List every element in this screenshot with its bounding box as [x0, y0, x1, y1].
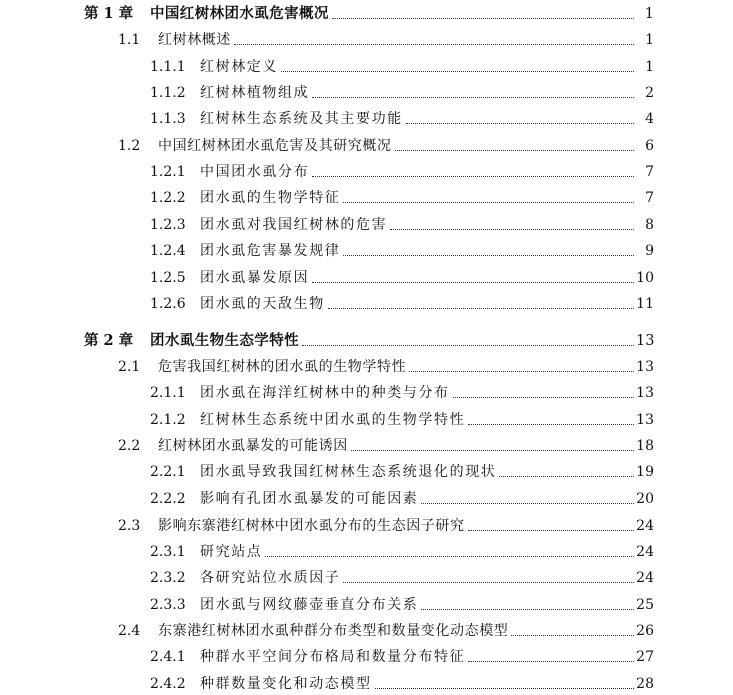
- dot-leader: [312, 176, 634, 177]
- toc-title: 中国团水虱分布: [200, 164, 310, 180]
- toc-page-number: 10: [636, 270, 654, 286]
- toc-page-number: 24: [636, 570, 654, 586]
- toc-page-number: 24: [636, 544, 654, 560]
- dot-leader: [421, 609, 634, 610]
- toc-number: 1.1.3: [150, 111, 186, 127]
- toc-title: 研究站点: [200, 544, 263, 560]
- dot-leader: [468, 530, 634, 531]
- toc-subsection-entry[interactable]: [150, 56, 654, 76]
- toc-page-number: 11: [636, 296, 654, 312]
- toc-subsection-entry[interactable]: [150, 267, 654, 287]
- dot-leader: [468, 424, 634, 425]
- dot-leader: [302, 345, 634, 346]
- toc-page-number: 7: [645, 190, 654, 206]
- toc-section-entry[interactable]: [118, 620, 654, 640]
- toc-title: 红树林生态系统中团水虱的生物学特性: [200, 412, 466, 428]
- toc-title: 红树林生态系统及其主要功能: [200, 111, 403, 127]
- toc-title: 影响有孔团水虱暴发的可能因素: [200, 491, 419, 507]
- toc-page-number: 13: [636, 385, 654, 401]
- dot-leader: [406, 123, 634, 124]
- toc-number: 1.2.2: [150, 190, 186, 206]
- dot-leader: [409, 371, 634, 372]
- toc-page-number: 13: [636, 333, 655, 349]
- toc-page-number: 1: [645, 32, 654, 48]
- toc-subsection-entry[interactable]: [150, 187, 654, 207]
- toc-number: 2.3: [118, 518, 141, 534]
- toc-page-number: 18: [636, 438, 654, 454]
- toc-number: 1.2.3: [150, 217, 186, 233]
- toc-title: 种群数量变化和动态模型: [200, 676, 372, 692]
- toc-title: 红树林概述: [158, 32, 231, 48]
- toc-number: 第 1 章: [84, 5, 134, 22]
- toc-page-number: 6: [645, 138, 654, 154]
- toc-title: 种群水平空间分布格局和数量分布特征: [200, 649, 466, 665]
- toc-page-number: 24: [636, 518, 654, 534]
- toc-number: 2.4: [118, 623, 141, 639]
- dot-leader: [395, 150, 634, 151]
- toc-title: 中国红树林团水虱危害概况: [150, 5, 329, 22]
- toc-subsection-entry[interactable]: [150, 382, 654, 402]
- toc-page-number: 1: [645, 59, 654, 75]
- toc-number: 1.2.5: [150, 270, 186, 286]
- toc-number: 2.2: [118, 438, 141, 454]
- toc-section-entry[interactable]: [118, 135, 654, 155]
- dot-leader: [343, 202, 634, 203]
- toc-number: 1.1.1: [150, 59, 186, 75]
- dot-leader: [390, 229, 634, 230]
- toc-page-number: 26: [636, 623, 654, 639]
- dot-leader: [312, 97, 634, 98]
- toc-subsection-entry[interactable]: [150, 488, 654, 508]
- toc-section-entry[interactable]: [118, 356, 654, 376]
- toc-title: 危害我国红树林的团水虱的生物学特性: [158, 359, 407, 375]
- toc-title: 团水虱危害暴发规律: [200, 243, 341, 259]
- toc-page-number: 7: [645, 164, 654, 180]
- toc-subsection-entry[interactable]: [150, 594, 654, 614]
- toc-title: 红树林定义: [200, 59, 278, 75]
- toc-page-number: 28: [636, 676, 654, 692]
- toc-subsection-entry[interactable]: [150, 108, 654, 128]
- toc-title: 红树林团水虱暴发的可能诱因: [158, 438, 348, 454]
- toc-page-number: 13: [636, 412, 654, 428]
- toc-title: 团水虱的天敌生物: [200, 296, 325, 312]
- toc-page-number: 1: [644, 6, 654, 22]
- toc-section-entry[interactable]: [118, 29, 654, 49]
- toc-title: 团水虱生物生态学特性: [150, 332, 299, 349]
- toc-subsection-entry[interactable]: [150, 646, 654, 666]
- toc-title: 红树林植物组成: [200, 85, 310, 101]
- toc-page-number: 8: [645, 217, 654, 233]
- toc-title: 影响东寨港红树林中团水虱分布的生态因子研究: [158, 518, 465, 534]
- toc-page-number: 25: [636, 597, 654, 613]
- toc-subsection-entry[interactable]: [150, 161, 654, 181]
- toc-number: 1.2.1: [150, 164, 186, 180]
- toc-title: 团水虱导致我国红树林生态系统退化的现状: [200, 464, 497, 480]
- dot-leader: [265, 556, 634, 557]
- dot-leader: [499, 476, 634, 477]
- toc-page-number: 2: [645, 85, 654, 101]
- dot-leader: [421, 503, 634, 504]
- toc-number: 2.1.2: [150, 412, 186, 428]
- toc-number: 1.2.6: [150, 296, 186, 312]
- dot-leader: [281, 71, 634, 72]
- toc-number: 1.1.2: [150, 85, 186, 101]
- toc-page-number: 20: [636, 491, 654, 507]
- toc-subsection-entry[interactable]: [150, 409, 654, 429]
- dot-leader: [343, 255, 634, 256]
- toc-title: 团水虱暴发原因: [200, 270, 310, 286]
- toc-subsection-entry[interactable]: [150, 293, 654, 313]
- toc-subsection-entry[interactable]: [150, 567, 654, 587]
- toc-subsection-entry[interactable]: [150, 461, 654, 481]
- toc-page-number: 27: [636, 649, 654, 665]
- toc-section-entry[interactable]: [118, 515, 654, 535]
- toc-number: 1.2: [118, 138, 141, 154]
- toc-subsection-entry[interactable]: [150, 82, 654, 102]
- toc-number: 第 2 章: [84, 332, 134, 349]
- toc-title: 团水虱与网纹藤壶垂直分布关系: [200, 597, 419, 613]
- toc-title: 东寨港红树林团水虱种群分布类型和数量变化动态模型: [158, 623, 509, 639]
- dot-leader: [234, 44, 634, 45]
- toc-chapter-entry[interactable]: [84, 3, 654, 23]
- dot-leader: [453, 397, 634, 398]
- toc-number: 2.3.2: [150, 570, 186, 586]
- toc-title: 团水虱在海洋红树林中的种类与分布: [200, 385, 450, 401]
- toc-number: 2.2.1: [150, 464, 186, 480]
- toc-number: 1.2.4: [150, 243, 186, 259]
- toc-number: 2.1: [118, 359, 141, 375]
- toc-number: 2.3.1: [150, 544, 186, 560]
- toc-page-number: 4: [645, 111, 654, 127]
- toc-page-number: 19: [636, 464, 654, 480]
- toc-page-number: 9: [645, 243, 654, 259]
- toc-number: 2.4.2: [150, 676, 186, 692]
- toc-chapter-entry[interactable]: [84, 330, 654, 350]
- toc-number: 2.1.1: [150, 385, 186, 401]
- dot-leader: [332, 18, 634, 19]
- dot-leader: [343, 582, 634, 583]
- toc-number: 2.4.1: [150, 649, 186, 665]
- dot-leader: [375, 688, 634, 689]
- dot-leader: [328, 308, 634, 309]
- toc-title: 中国红树林团水虱危害及其研究概况: [158, 138, 392, 154]
- toc-page-number: 13: [636, 359, 654, 375]
- dot-leader: [511, 635, 634, 636]
- toc-number: 2.3.3: [150, 597, 186, 613]
- toc-title: 团水虱的生物学特征: [200, 190, 341, 206]
- dot-leader: [351, 450, 634, 451]
- toc-title: 各研究站位水质因子: [200, 570, 341, 586]
- toc-number: 1.1: [118, 32, 141, 48]
- toc-subsection-entry[interactable]: [150, 673, 654, 693]
- toc-subsection-entry[interactable]: [150, 240, 654, 260]
- toc-section-entry[interactable]: [118, 435, 654, 455]
- dot-leader: [312, 282, 634, 283]
- toc-subsection-entry[interactable]: [150, 541, 654, 561]
- toc-subsection-entry[interactable]: [150, 214, 654, 234]
- toc-title: 团水虱对我国红树林的危害: [200, 217, 388, 233]
- toc-number: 2.2.2: [150, 491, 186, 507]
- dot-leader: [468, 661, 634, 662]
